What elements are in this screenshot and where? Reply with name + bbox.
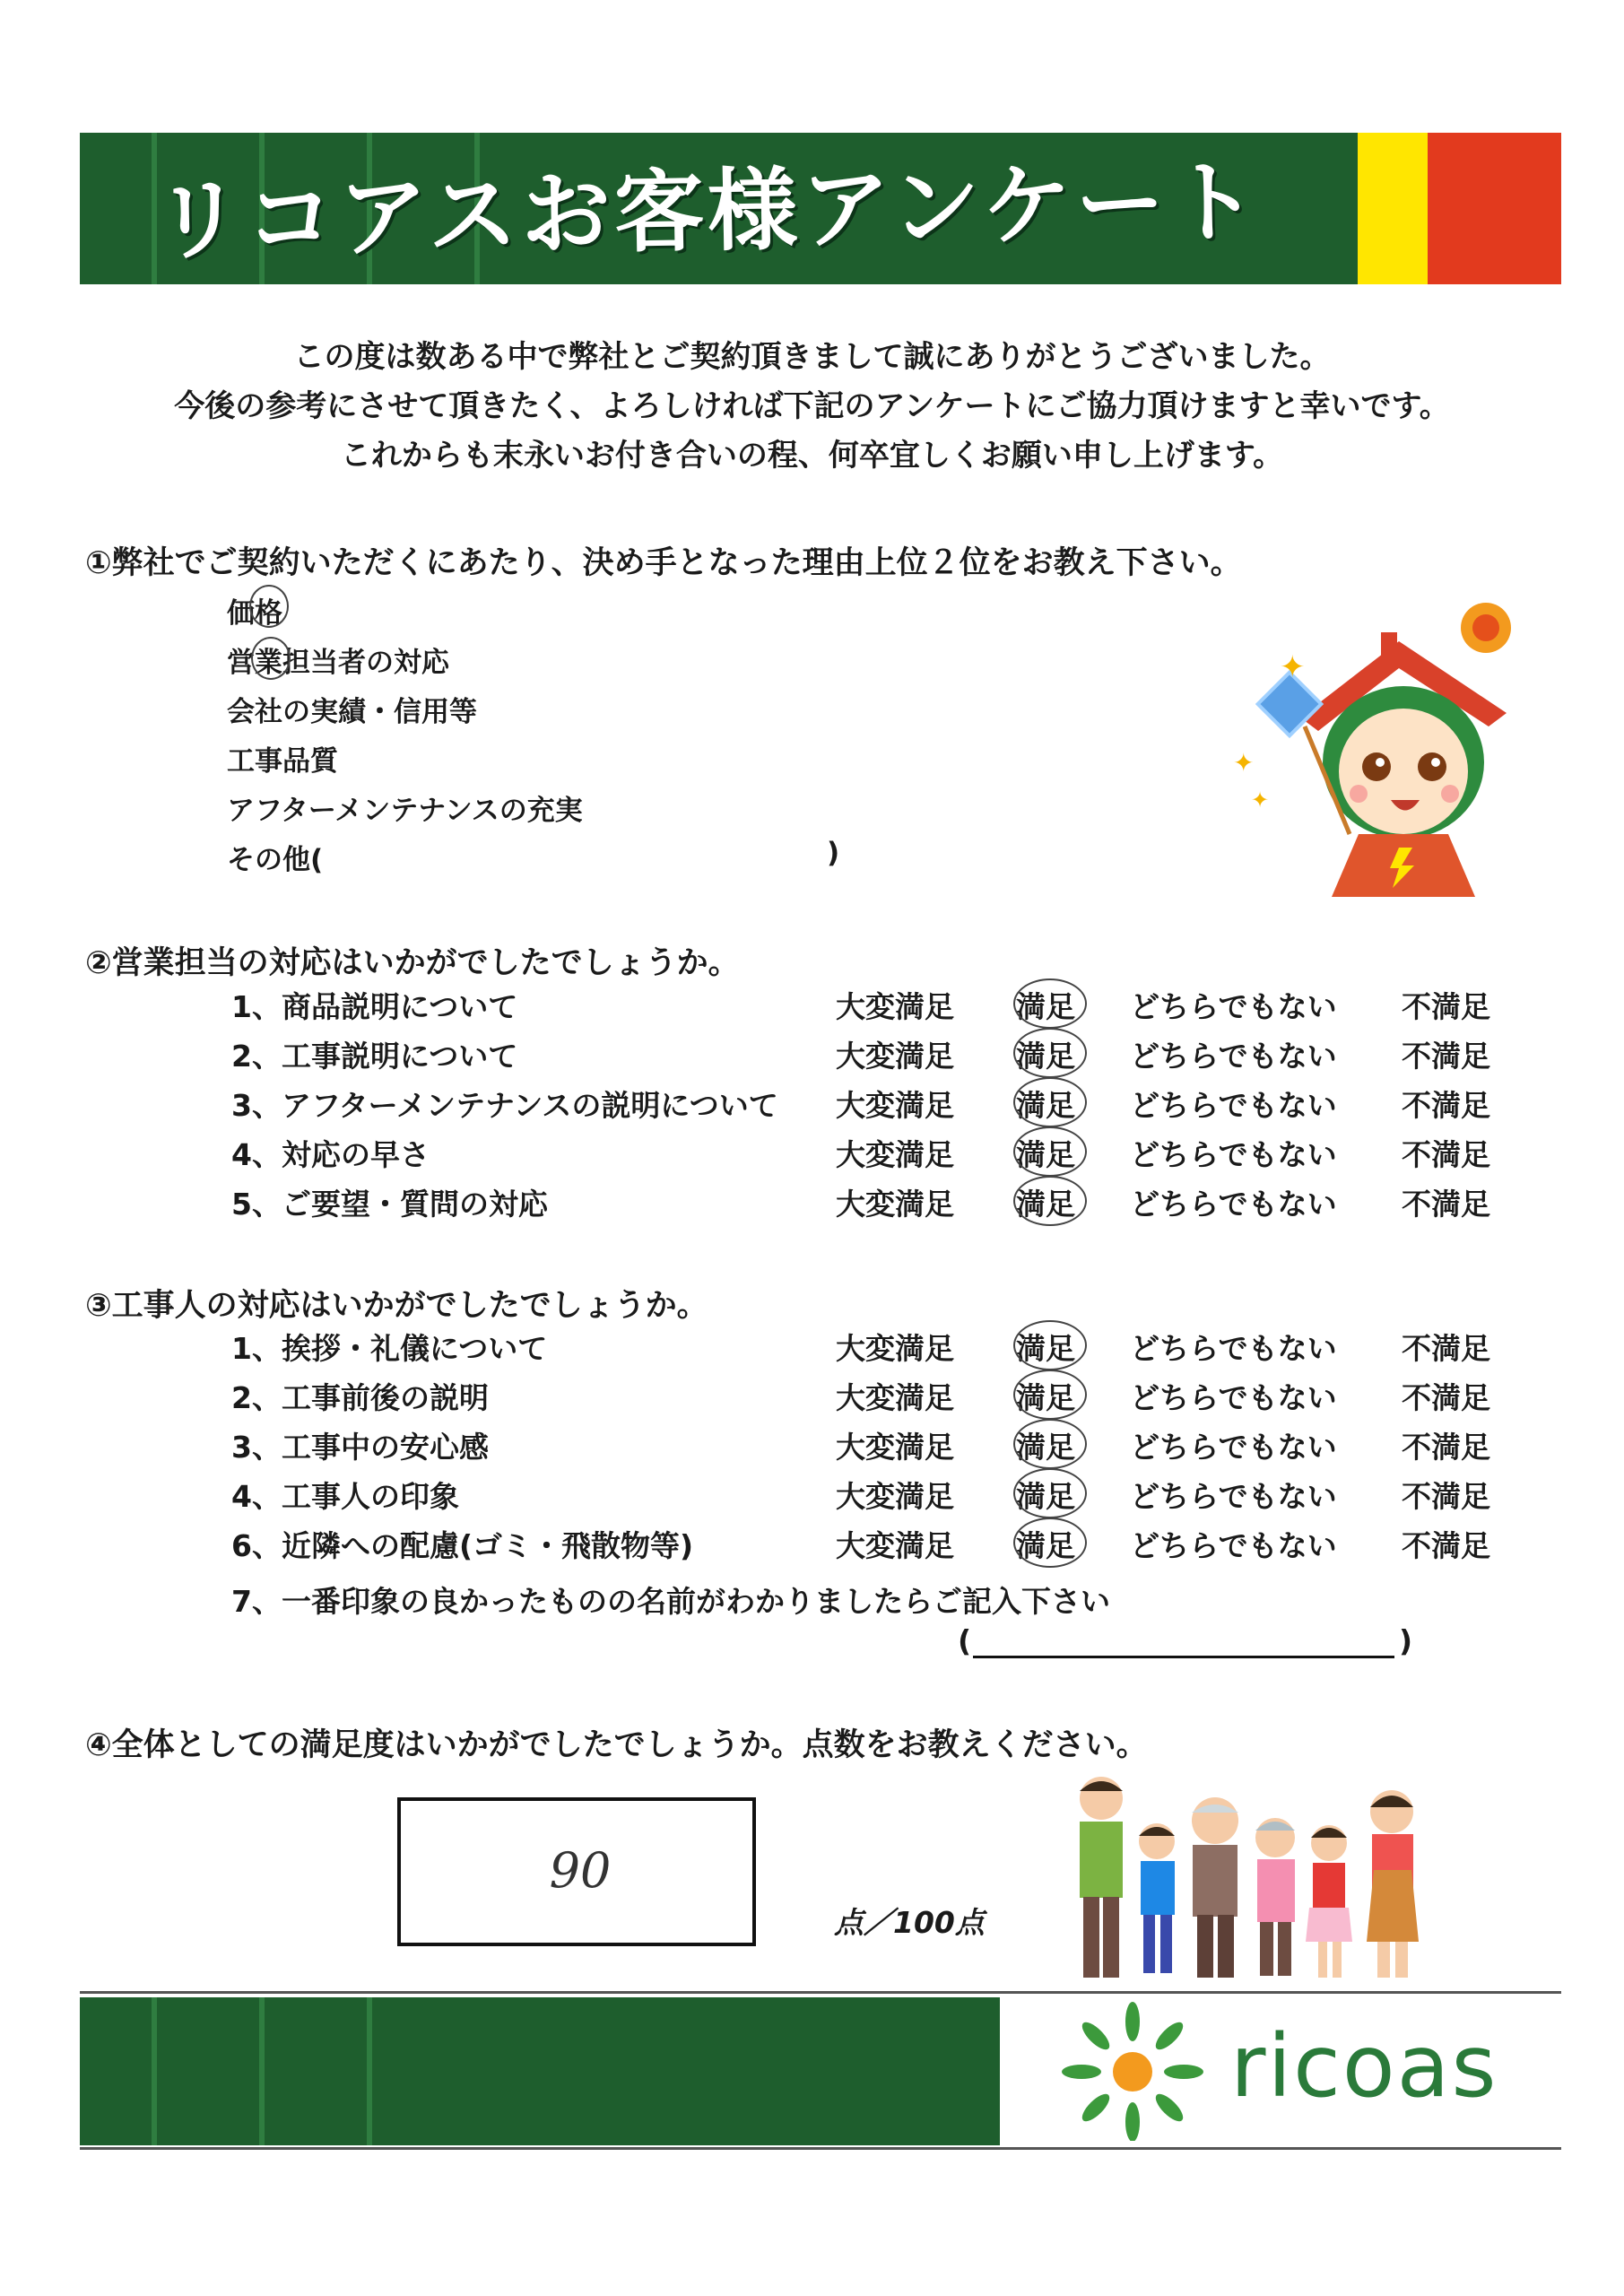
family-member xyxy=(1306,1825,1352,1978)
rating-option-unsatisfied[interactable]: 不満足 xyxy=(1402,1187,1490,1222)
q4-heading: ④全体としての満足度はいかがでしたでしょうか。点数をお教えください。 xyxy=(85,1727,1148,1763)
rating-option-very-satisfied[interactable]: 大変満足 xyxy=(836,1331,954,1366)
q1-option-other[interactable]: その他( xyxy=(227,844,324,876)
rating-option-unsatisfied[interactable]: 不満足 xyxy=(1402,1528,1490,1563)
rating-option-very-satisfied[interactable]: 大変満足 xyxy=(836,1479,954,1514)
rating-option-satisfied[interactable]: 満足 xyxy=(1016,1187,1075,1222)
footer-banner xyxy=(80,1997,1000,2145)
q1-heading: ①弊社でご契約いただくにあたり、決め手となった理由上位２位をお教え下さい。 xyxy=(85,545,1242,581)
q3-item-label: 4、工事人の印象 xyxy=(231,1479,459,1514)
rating-option-unsatisfied[interactable]: 不満足 xyxy=(1402,1430,1490,1465)
rating-option-unsatisfied[interactable]: 不満足 xyxy=(1402,989,1490,1024)
q2-item-label: 3、アフターメンテナンスの説明について xyxy=(231,1088,778,1123)
rating-option-unsatisfied[interactable]: 不満足 xyxy=(1402,1331,1490,1366)
q3-name-field[interactable] xyxy=(973,1656,1394,1658)
header-banner xyxy=(80,133,1561,284)
rating-option-neutral[interactable]: どちらでもない xyxy=(1130,1430,1337,1465)
family-member xyxy=(1139,1823,1175,1973)
rating-option-neutral[interactable]: どちらでもない xyxy=(1130,1187,1337,1222)
rating-option-very-satisfied[interactable]: 大変満足 xyxy=(836,1039,954,1074)
rating-option-neutral[interactable]: どちらでもない xyxy=(1130,1380,1337,1415)
rating-option-very-satisfied[interactable]: 大変満足 xyxy=(836,1528,954,1563)
rating-option-neutral[interactable]: どちらでもない xyxy=(1130,1039,1337,1074)
q3-heading: ③工事人の対応はいかがでしたでしょうか。 xyxy=(85,1288,708,1324)
rating-option-neutral[interactable]: どちらでもない xyxy=(1130,1331,1337,1366)
rating-option-neutral[interactable]: どちらでもない xyxy=(1130,1137,1337,1172)
page-title: リコアスお客様アンケート xyxy=(152,149,1263,274)
rating-option-very-satisfied[interactable]: 大変満足 xyxy=(836,1088,954,1123)
q1-option-price[interactable]: 価格 xyxy=(227,597,282,630)
rating-option-satisfied[interactable]: 満足 xyxy=(1016,1479,1075,1514)
handwritten-circle-mark xyxy=(1013,1126,1087,1177)
svg-text:✦: ✦ xyxy=(1251,787,1270,813)
q1-option-track-record[interactable]: 会社の実績・信用等 xyxy=(227,696,477,728)
svg-text:✦: ✦ xyxy=(1280,649,1306,685)
q2-item-label: 2、工事説明について xyxy=(231,1039,518,1074)
rating-option-satisfied[interactable]: 満足 xyxy=(1016,1430,1075,1465)
score-box[interactable] xyxy=(397,1797,756,1946)
q3-item-label: 3、工事中の安心感 xyxy=(231,1430,489,1465)
mascot-illustration xyxy=(1215,592,1547,915)
svg-text:✦: ✦ xyxy=(1233,748,1255,778)
banner-stripe xyxy=(152,1997,157,2145)
rating-option-satisfied[interactable]: 満足 xyxy=(1016,989,1075,1024)
handwritten-circle-mark xyxy=(1013,1028,1087,1078)
intro-line-3: これからも末永いお付き合いの程、何卒宜しくお願い申し上げます。 xyxy=(340,438,1284,474)
q3-item-label: 2、工事前後の説明 xyxy=(231,1380,489,1415)
handwritten-circle-mark xyxy=(1013,1077,1087,1127)
handwritten-circle-mark xyxy=(1013,1518,1087,1568)
q2-item-label: 1、商品説明について xyxy=(231,989,518,1024)
score-unit: 点／100点 xyxy=(834,1905,985,1940)
family-member xyxy=(1367,1790,1419,1978)
q3-item-label: 1、挨拶・礼儀について xyxy=(231,1331,548,1366)
q3-item-7: 7、一番印象の良かったものの名前がわかりましたらご記入下さい xyxy=(231,1584,1110,1619)
q2-item-label: 5、ご要望・質問の対応 xyxy=(231,1187,548,1222)
q3-name-close-paren: ) xyxy=(1399,1623,1413,1658)
footer-divider xyxy=(80,1991,1561,1994)
rating-option-very-satisfied[interactable]: 大変満足 xyxy=(836,1187,954,1222)
rating-option-satisfied[interactable]: 満足 xyxy=(1016,1088,1075,1123)
rating-option-very-satisfied[interactable]: 大変満足 xyxy=(836,1380,954,1415)
rating-option-satisfied[interactable]: 満足 xyxy=(1016,1039,1075,1074)
rating-option-neutral[interactable]: どちらでもない xyxy=(1130,1088,1337,1123)
q3-item-label: 6、近隣への配慮(ゴミ・飛散物等) xyxy=(231,1528,694,1563)
banner-red-block xyxy=(1428,133,1561,284)
rating-option-satisfied[interactable]: 満足 xyxy=(1016,1331,1075,1366)
rating-option-very-satisfied[interactable]: 大変満足 xyxy=(836,989,954,1024)
score-value: 90 xyxy=(549,1842,612,1899)
handwritten-circle-mark xyxy=(249,585,289,628)
rating-option-unsatisfied[interactable]: 不満足 xyxy=(1402,1479,1490,1514)
rating-option-satisfied[interactable]: 満足 xyxy=(1016,1528,1075,1563)
rating-option-satisfied[interactable]: 満足 xyxy=(1016,1380,1075,1415)
q1-option-sales-staff[interactable]: 営業担当者の対応 xyxy=(227,647,449,679)
q2-heading: ②営業担当の対応はいかがでしたでしょうか。 xyxy=(85,945,740,981)
banner-stripe xyxy=(259,1997,265,2145)
q1-option-quality[interactable]: 工事品質 xyxy=(227,745,338,778)
handwritten-circle-mark xyxy=(1013,1468,1087,1518)
rating-option-very-satisfied[interactable]: 大変満足 xyxy=(836,1430,954,1465)
q2-item-label: 4、対応の早さ xyxy=(231,1137,430,1172)
rating-option-unsatisfied[interactable]: 不満足 xyxy=(1402,1088,1490,1123)
rating-option-neutral[interactable]: どちらでもない xyxy=(1130,989,1337,1024)
intro-line-1: この度は数ある中で弊社とご契約頂きまして誠にありがとうございました。 xyxy=(293,339,1331,375)
family-member xyxy=(1192,1797,1238,1978)
rating-option-neutral[interactable]: どちらでもない xyxy=(1130,1528,1337,1563)
handwritten-circle-mark xyxy=(251,637,291,680)
handwritten-circle-mark xyxy=(1013,1320,1087,1370)
family-member xyxy=(1255,1818,1295,1976)
q1-other-close-paren: ) xyxy=(827,837,840,869)
q1-option-aftercare[interactable]: アフターメンテナンスの充実 xyxy=(227,795,583,827)
ricoas-logo-text: ricoas xyxy=(1230,2016,1498,2117)
handwritten-circle-mark xyxy=(1013,1176,1087,1226)
banner-yellow-block xyxy=(1358,133,1428,284)
footer-divider xyxy=(80,2147,1561,2150)
q3-name-open-paren: ( xyxy=(958,1623,972,1658)
handwritten-circle-mark xyxy=(1013,1419,1087,1469)
handwritten-circle-mark xyxy=(1013,1370,1087,1420)
family-member xyxy=(1080,1777,1123,1978)
handwritten-circle-mark xyxy=(1013,978,1087,1029)
intro-line-2: 今後の参考にさせて頂きたく、よろしければ下記のアンケートにご協力頂けますと幸いです。 xyxy=(174,388,1450,424)
ricoas-sun-logo-icon xyxy=(1056,2002,1209,2141)
rating-option-unsatisfied[interactable]: 不満足 xyxy=(1402,1039,1490,1074)
rating-option-neutral[interactable]: どちらでもない xyxy=(1130,1479,1337,1514)
banner-stripe xyxy=(367,1997,372,2145)
rating-option-satisfied[interactable]: 満足 xyxy=(1016,1137,1075,1172)
rating-option-unsatisfied[interactable]: 不満足 xyxy=(1402,1380,1490,1415)
family-illustration xyxy=(1067,1771,1444,1987)
rating-option-unsatisfied[interactable]: 不満足 xyxy=(1402,1137,1490,1172)
rating-option-very-satisfied[interactable]: 大変満足 xyxy=(836,1137,954,1172)
